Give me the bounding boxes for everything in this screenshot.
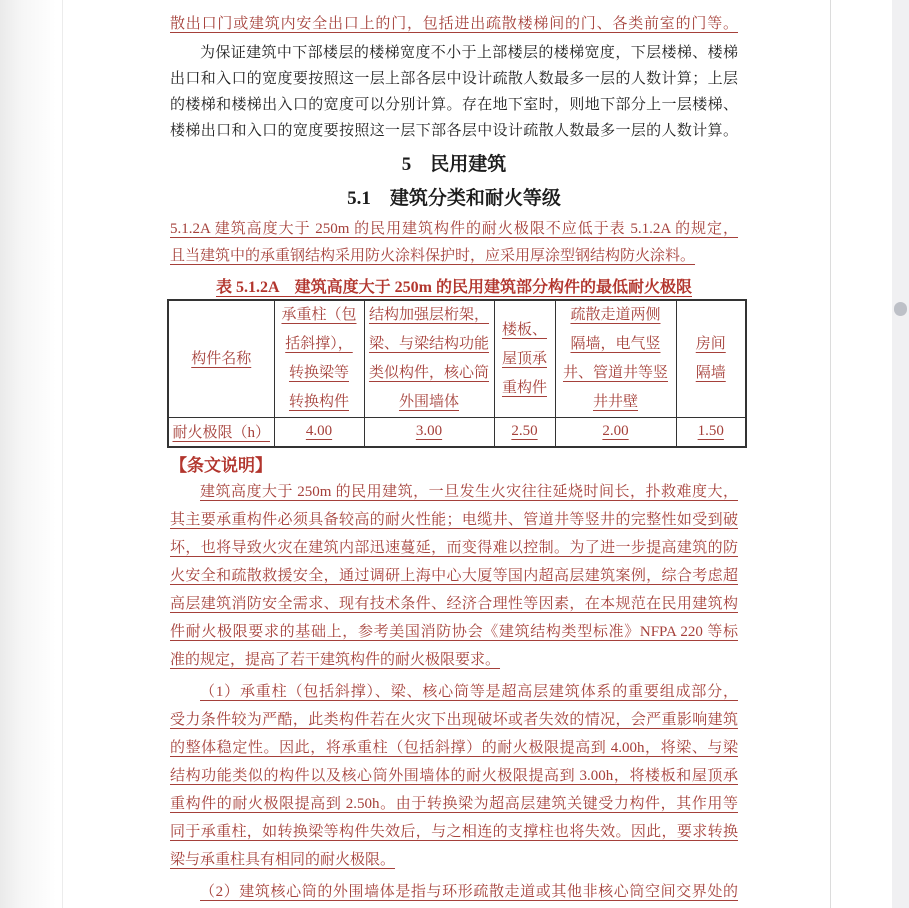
- page-content: [170, 12, 738, 906]
- header-line: 梁、与梁结构功能: [368, 336, 489, 352]
- row-label: 耐火极限（h）: [172, 425, 270, 442]
- paragraph-line: 出口和入口的宽度要按照这一层上部各层中设计疏散人数最多一层的人数计算；上层: [170, 71, 738, 87]
- paragraph-line: 楼梯出口和入口的宽度要按照这一层下部各层中设计疏散人数最多一层的人数计算。: [170, 123, 738, 139]
- note-line: 高层建筑消防安全需求、现有技术条件、经济合理性等因素，在本规范在民用建筑构: [170, 595, 738, 612]
- header-line: 转换构件: [288, 394, 349, 410]
- header-line: 承重柱（包: [281, 307, 357, 323]
- fire-resistance-table: [167, 299, 747, 448]
- header-line: 括斜撑），: [285, 336, 353, 352]
- table-header-cell: [364, 300, 494, 418]
- fire-limit-value: 2.50: [511, 423, 538, 440]
- note-line: 其主要承重构件必须具备较高的耐火性能；电缆井、管道井等竖井的完整性如受到破: [170, 511, 738, 528]
- note-line: （2）建筑核心筒的外围墙体是指与环形疏散走道或其他非核心筒空间交界处的: [200, 883, 738, 900]
- note-paragraph-3: [170, 878, 738, 906]
- section-heading: 5.1 建筑分类和耐火等级: [347, 188, 561, 209]
- note-line: 同于承重柱，如转换梁等构件失效后，与之相连的支撑柱也将失效。因此，要求转换: [170, 823, 738, 840]
- paragraph-line: 为保证建筑中下部楼层的楼梯宽度不小于上部楼层的楼梯宽度，下层楼梯、楼梯: [200, 45, 738, 61]
- scrollbar-thumb[interactable]: [894, 302, 907, 316]
- note-line: 结构功能类似的构件以及核心筒外围墙体的耐火极限提高到 3.00h，将楼板和屋顶承: [170, 767, 738, 784]
- note-line: （1）承重柱（包括斜撑）、梁、核心筒等是超高层建筑体系的重要组成部分，: [200, 683, 738, 700]
- header-line: 疏散走道两侧: [570, 307, 661, 323]
- clause-line: 且当建筑中的承重钢结构采用防火涂料保护时，应采用厚涂型钢结构防火涂料。: [170, 248, 696, 264]
- note-line: 重构件的耐火极限提高到 2.50h。由于转换梁为超高层建筑关键受力构件，其作用等: [170, 795, 738, 812]
- table-header-cell: [494, 300, 555, 418]
- table-value-row: [168, 418, 746, 447]
- row-label-cell: [168, 418, 274, 447]
- header-line: 楼板、: [501, 321, 547, 338]
- table-header-cell: [555, 300, 676, 418]
- note-line: 坏，也将导致火灾在建筑内部迅速蔓延，而变得难以控制。为了进一步提高建筑的防: [170, 539, 738, 556]
- note-paragraph-1: [170, 478, 738, 674]
- value-cell: [274, 418, 364, 447]
- note-line: 建筑高度大于 250m 的民用建筑，一旦发生火灾往往延烧时间长，扑救难度大，: [200, 483, 738, 500]
- header-line: 外围墙体: [398, 394, 459, 410]
- table-header-row: [168, 300, 746, 418]
- note-paragraph-2: [170, 678, 738, 874]
- note-line: 的整体稳定性。因此，将承重柱（包括斜撑）的耐火极限提高到 4.00h，将梁、与梁: [170, 739, 738, 756]
- header-line: 结构加强层桁架，: [368, 307, 489, 323]
- stair-width-paragraph: [170, 40, 738, 144]
- note-line: 梁与承重柱具有相同的耐火极限。: [170, 851, 396, 868]
- clause-5-1-2a: [170, 216, 738, 270]
- table-title: 表 5.1.2A 建筑高度大于 250m 的民用建筑部分构件的最低耐火极限: [215, 279, 692, 296]
- value-cell: [364, 418, 494, 447]
- header-line: 重构件: [501, 379, 547, 396]
- header-line: 隔墙: [695, 365, 726, 381]
- header-line: 隔墙，电气竖: [570, 336, 661, 352]
- note-line: 件耐火极限要求的基础上，参考美国消防协会《建筑结构类型标准》NFPA 220 等标: [170, 623, 738, 640]
- fire-limit-value: 3.00: [415, 423, 443, 440]
- table-header-cell: [274, 300, 364, 418]
- page-left-shadow: [0, 0, 62, 908]
- scrollbar-track[interactable]: [892, 0, 909, 908]
- value-cell: [555, 418, 676, 447]
- header-line: 井、管道井等竖: [562, 365, 668, 381]
- note-line: 火安全和疏散救援安全，通过调研上海中心大厦等国内超高层建筑案例，综合考虑超: [170, 567, 738, 584]
- header-line: 井井壁: [592, 394, 638, 410]
- intro-tail-line: 散出口门或建筑内安全出口上的门，包括进出疏散楼梯间的门、各类前室的门等。: [170, 16, 738, 32]
- table-header-cell: [168, 300, 274, 418]
- value-cell: [494, 418, 555, 447]
- header-line: 房间: [695, 336, 726, 352]
- table-header-cell: [676, 300, 746, 418]
- clause-line: 5.1.2A 建筑高度大于 250m 的民用建筑构件的耐火极限不应低于表 5.1.2A 的规定，: [170, 221, 738, 237]
- header-line: 构件名称: [191, 350, 252, 367]
- header-line: 转换梁等: [288, 365, 349, 381]
- fire-limit-value: 4.00: [305, 423, 333, 440]
- paragraph-line: 的楼梯和楼梯出入口的宽度可以分别计算。存在地下室时，则地下部分上一层楼梯、: [170, 97, 738, 113]
- fire-limit-value: 1.50: [697, 423, 724, 440]
- note-line: 受力条件较为严酷，此类构件若在火灾下出现破坏或者失效的情况，会严重影响建筑: [170, 711, 738, 728]
- header-line: 类似构件，核心筒: [368, 365, 489, 381]
- fire-limit-value: 2.00: [602, 423, 629, 440]
- chapter-heading: 5 民用建筑: [401, 154, 507, 175]
- note-line: 准的规定，提高了若干建筑构件的耐火极限要求。: [170, 651, 501, 668]
- value-cell: [676, 418, 746, 447]
- notes-label: 【条文说明】: [170, 455, 272, 475]
- document-page: [62, 0, 831, 908]
- header-line: 屋顶承: [501, 350, 547, 367]
